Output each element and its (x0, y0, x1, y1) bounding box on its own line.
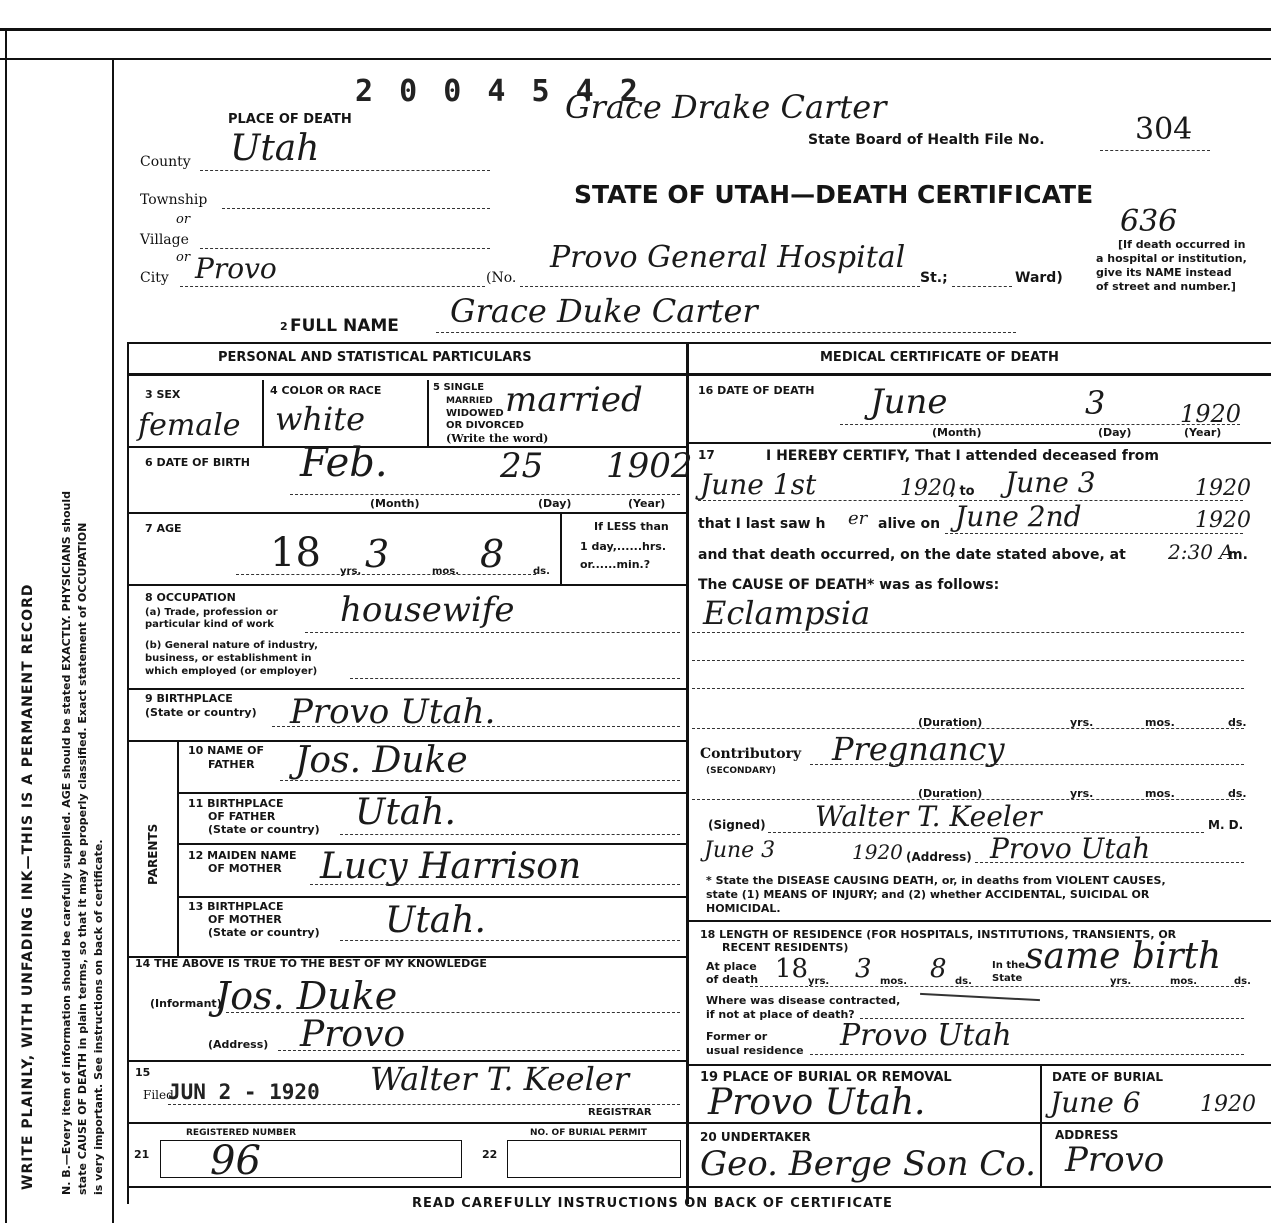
duration-label-2: (Duration) (918, 787, 983, 800)
duration-line-1 (692, 728, 1244, 729)
grid-top-border (127, 342, 1271, 344)
cause-line-3 (692, 688, 1244, 689)
father-name: Jos. Duke (295, 740, 468, 781)
less-than-3: or......min.? (580, 558, 651, 571)
in-the-1: In the (992, 960, 1026, 971)
state-ds-unit: ds. (1234, 976, 1251, 987)
duration-mos-1: mos. (1145, 716, 1175, 729)
full-name-label: FULL NAME (290, 316, 399, 336)
or-1: or (176, 212, 191, 227)
header-rule (127, 373, 1271, 376)
knowledge-statement: 14 THE ABOVE IS TRUE TO THE BEST OF MY KNOWLEDGE (135, 957, 487, 970)
last-saw-label: that I last saw h (698, 516, 826, 532)
contracted-stroke (920, 993, 1040, 1001)
county-value: Utah (230, 128, 320, 169)
city-label: City (140, 270, 169, 286)
hospital-note-4: of street and number.] (1096, 280, 1236, 293)
father-line (280, 780, 680, 781)
dob-year: 1902 (606, 446, 693, 486)
burial-permit-label: NO. OF BURIAL PERMIT (530, 1128, 647, 1138)
at-place-2: of death (706, 973, 759, 986)
duration-ds-1: ds. (1228, 716, 1247, 729)
dod-year: 1920 (1180, 400, 1242, 428)
signed-address-value: Provo Utah (990, 832, 1151, 865)
ward-label: Ward) (1015, 270, 1063, 286)
alive-on-label: alive on (878, 516, 941, 532)
row-rule-11 (127, 1122, 686, 1124)
father-label-2: FATHER (208, 758, 255, 771)
father-bp-1: 11 BIRTHPLACE (188, 797, 284, 810)
margin-instructions-2: state CAUSE OF DEATH in plain terms, so that it may be properly classified. Exact statement of OCCUPATION (76, 522, 89, 1195)
signed-address-line (975, 862, 1244, 863)
age-months: 3 (365, 532, 390, 576)
mother-name: Lucy Harrison (320, 846, 582, 887)
contributory-label: Contributory (700, 746, 802, 762)
mother-bp-2: OF MOTHER (208, 913, 282, 926)
marital-label-1: 5 SINGLE (433, 382, 485, 393)
parents-label: PARENTS (146, 823, 160, 885)
filed-label: Filed (143, 1088, 174, 1102)
duration-yrs-2: yrs. (1070, 787, 1094, 800)
marital-value: married (505, 380, 643, 420)
mother-birthplace: Utah. (385, 900, 486, 941)
margin-instructions-3: is very important. See instructions on back of certificate. (92, 839, 105, 1195)
birthplace-label: 9 BIRTHPLACE (145, 692, 233, 705)
note-2: state (1) MEANS OF INJURY; and (2) whether ACCIDENTAL, SUICIDAL OR (706, 888, 1150, 901)
father-birthplace: Utah. (355, 792, 456, 833)
father-bp-line (340, 834, 680, 835)
dod-day-caption: (Day) (1098, 426, 1132, 439)
attended-from-year: 1920 (900, 476, 956, 501)
row-rule-4 (127, 688, 686, 690)
county-label: County (140, 154, 191, 170)
occupation-b-1: (b) General nature of industry, (145, 640, 318, 651)
registered-number-value: 96 (210, 1138, 261, 1184)
outer-top-border (0, 28, 1271, 31)
age-line (236, 574, 536, 575)
age-label: 7 AGE (145, 522, 182, 535)
or-2: or (176, 250, 191, 265)
certificate-title: STATE OF UTAH—DEATH CERTIFICATE (574, 180, 1094, 209)
cause-label: The CAUSE OF DEATH* was as follows: (698, 577, 1000, 593)
full-name-number: 2 (280, 320, 288, 333)
father-bp-3: (State or country) (208, 823, 320, 836)
hospital-name: Provo General Hospital (550, 240, 906, 275)
row-rule-1 (127, 446, 686, 448)
hospital-note-1: [If death occurred in (1118, 238, 1246, 251)
attended-to: June 3 (1005, 466, 1096, 499)
full-name-value: Grace Duke Carter (450, 292, 758, 330)
st-label: St.; (920, 270, 948, 286)
former-2: usual residence (706, 1044, 804, 1057)
residence-yrs-unit: yrs. (808, 976, 830, 987)
father-label-1: 10 NAME OF (188, 744, 265, 757)
ward-line (952, 286, 1012, 287)
mother-bp-line (340, 940, 680, 941)
burial-date-value: June 6 (1050, 1086, 1141, 1119)
marital-label-5: (Write the word) (446, 432, 549, 445)
occupation-label: 8 OCCUPATION (145, 591, 236, 604)
color-divider (427, 380, 429, 446)
signed-value: Walter T. Keeler (815, 800, 1042, 833)
contracted-2: if not at place of death? (706, 1008, 855, 1021)
burial-divider (1040, 1064, 1042, 1122)
outer-top-border-inner (0, 58, 1271, 60)
informant-line (226, 1012, 680, 1013)
file-no-label: State Board of Health File No. (808, 132, 1045, 148)
occupation-value: housewife (340, 590, 515, 630)
signed-year: 1920 (852, 840, 903, 864)
signed-label: (Signed) (708, 818, 766, 832)
dob-day: 25 (500, 446, 544, 486)
dob-label: 6 DATE OF BIRTH (145, 456, 250, 469)
md-label: M. D. (1208, 818, 1244, 832)
contracted-1: Where was disease contracted, (706, 994, 901, 1007)
contributory-line (810, 764, 1244, 765)
age-divider (560, 512, 562, 584)
informant-name: Jos. Duke (215, 974, 398, 1018)
cause-line-2 (692, 660, 1244, 661)
registered-number-label: REGISTERED NUMBER (186, 1128, 296, 1138)
sex-divider (262, 380, 264, 446)
occupation-a-1: (a) Trade, profession or (145, 607, 278, 618)
mother-label-1: 12 MAIDEN NAME (188, 849, 297, 862)
file-no-value: 304 (1135, 112, 1193, 147)
duration-ds-2: ds. (1228, 787, 1247, 800)
color-value: white (275, 400, 366, 438)
residence-years: 18 (775, 954, 809, 984)
registrar-label: REGISTRAR (588, 1107, 652, 1118)
duration-yrs-1: yrs. (1070, 716, 1094, 729)
marital-label-2: MARRIED (446, 396, 493, 406)
informant-label: (Informant) (150, 997, 222, 1010)
in-the-2: State (992, 973, 1023, 984)
dob-month: Feb. (300, 440, 388, 486)
place-of-death-label: PLACE OF DEATH (228, 112, 352, 127)
undertaker-divider (1040, 1122, 1042, 1186)
no-label: (No. (486, 270, 517, 286)
to-label: , to (950, 484, 975, 499)
age-mos-unit: mos. (432, 566, 460, 577)
burial-place-value: Provo Utah. (708, 1082, 926, 1123)
occupation-b-3: which employed (or employer) (145, 666, 318, 677)
index-number: 2 0 0 4 5 4 2 (355, 74, 642, 109)
med-rule-1 (686, 442, 1271, 444)
undertaker-address-label: ADDRESS (1055, 1128, 1119, 1142)
birthplace-value: Provo Utah. (290, 692, 496, 732)
duration-mos-2: mos. (1145, 787, 1175, 800)
age-ds-unit: ds. (533, 566, 550, 577)
margin-instructions-1: N. B.—Every item of information should be carefully supplied. AGE should be stated EXACTLY. PHYSICIANS should (60, 491, 73, 1195)
dod-line (840, 424, 1240, 425)
attended-to-year: 1920 (1195, 476, 1251, 501)
filed-line (168, 1104, 680, 1105)
dob-day-caption: (Day) (538, 497, 572, 510)
registrar-signature: Walter T. Keeler (370, 1060, 630, 1098)
occupation-line-b (350, 678, 680, 679)
hospital-note-2: a hospital or institution, (1096, 252, 1247, 265)
former-residence: Provo Utah (840, 1018, 1012, 1053)
occurred-m: m. (1228, 547, 1248, 563)
burial-permit-22: 22 (482, 1148, 498, 1161)
permanent-record-notice: WRITE PLAINLY, WITH UNFADING INK—THIS IS A PERMANENT RECORD (20, 583, 36, 1190)
dod-month: June (870, 382, 948, 422)
full-name-line (436, 332, 1016, 333)
certify-text: I HEREBY CERTIFY, That I attended deceased from (766, 448, 1159, 464)
residence-label-2: RECENT RESIDENTS) (722, 941, 849, 954)
note-3: HOMICIDAL. (706, 902, 781, 915)
state-mos-unit: mos. (1170, 976, 1198, 987)
occupation-line-a (305, 632, 680, 633)
residence-line (750, 986, 1244, 987)
less-than-1: If LESS than (594, 520, 669, 533)
footer-instructions: READ CAREFULLY INSTRUCTIONS ON BACK OF CERTIFICATE (412, 1196, 893, 1211)
filed-number: 15 (135, 1066, 151, 1079)
county-line (200, 170, 490, 171)
signed-date: June 3 (704, 838, 776, 863)
undertaker-value: Geo. Berge Son Co. (700, 1144, 1036, 1184)
undertaker-label: 20 UNDERTAKER (700, 1130, 811, 1144)
dob-line (290, 494, 680, 495)
birthplace-sub: (State or country) (145, 706, 257, 719)
mother-bp-3: (State or country) (208, 926, 320, 939)
contributory-sub: (SECONDARY) (706, 766, 777, 776)
former-line (810, 1054, 1244, 1055)
city-value: Provo (195, 252, 277, 285)
parents-divider (177, 740, 179, 956)
city-line (180, 286, 485, 287)
village-line (200, 248, 490, 249)
sex-label: 3 SEX (145, 388, 181, 401)
last-saw-date: June 2nd (955, 500, 1082, 533)
row-rule-7 (177, 843, 686, 845)
grid-bottom-border (127, 1186, 1271, 1188)
grid-left-border (127, 342, 129, 1204)
cause-line-1 (692, 632, 1244, 633)
cause-value: Eclampsia (703, 594, 871, 632)
registered-number-box (160, 1140, 462, 1178)
informant-address: Provo (300, 1014, 406, 1055)
age-days: 8 (480, 532, 505, 576)
row-rule-2 (127, 512, 686, 514)
burial-date-label: DATE OF BURIAL (1052, 1070, 1163, 1084)
extra-number: 636 (1120, 204, 1178, 239)
signed-address-label: (Address) (906, 850, 972, 864)
filed-stamp: JUN 2 - 1920 (168, 1080, 320, 1104)
village-label: Village (140, 232, 189, 248)
informant-address-label: (Address) (208, 1038, 269, 1051)
dod-year-caption: (Year) (1184, 426, 1222, 439)
medical-header: MEDICAL CERTIFICATE OF DEATH (820, 350, 1059, 365)
at-place-1: At place (706, 960, 757, 973)
annotated-name: Grace Drake Carter (565, 88, 887, 126)
township-label: Township (140, 192, 208, 208)
dod-label: 16 DATE OF DEATH (698, 384, 815, 397)
less-than-2: 1 day,......hrs. (580, 540, 666, 553)
margin-divider (112, 58, 114, 1223)
personal-header: PERSONAL AND STATISTICAL PARTICULARS (218, 350, 532, 365)
dod-day: 3 (1085, 384, 1106, 422)
dob-year-caption: (Year) (628, 497, 666, 510)
residence-state: same birth (1025, 936, 1222, 977)
duration-label-1: (Duration) (918, 716, 983, 729)
occupation-a-2: particular kind of work (145, 619, 274, 630)
contributory-value: Pregnancy (832, 730, 1005, 768)
burial-date-year: 1920 (1200, 1092, 1256, 1117)
age-yrs-unit: yrs. (340, 566, 362, 577)
undertaker-address-value: Provo (1065, 1140, 1165, 1180)
hospital-note-3: give its NAME instead (1096, 266, 1232, 279)
certify-number: 17 (698, 448, 715, 462)
last-saw-year: 1920 (1195, 508, 1251, 533)
informant-address-line (278, 1050, 680, 1051)
mother-bp-1: 13 BIRTHPLACE (188, 900, 284, 913)
last-saw-her: er (848, 508, 868, 529)
color-label: 4 COLOR OR RACE (270, 384, 382, 397)
mother-line (310, 884, 680, 885)
dod-month-caption: (Month) (932, 426, 982, 439)
residence-days: 8 (930, 954, 947, 984)
age-years: 18 (270, 530, 321, 576)
registered-number-21: 21 (134, 1148, 150, 1161)
attended-from: June 1st (700, 468, 817, 501)
marital-label-4: OR DIVORCED (446, 420, 524, 431)
occupation-b-2: business, or establishment in (145, 653, 312, 664)
med-rule-3 (686, 1064, 1271, 1066)
dob-month-caption: (Month) (370, 497, 420, 510)
med-rule-2 (686, 920, 1271, 922)
mother-label-2: OF MOTHER (208, 862, 282, 875)
birthplace-line (272, 726, 680, 727)
row-rule-8 (177, 896, 686, 898)
outer-left-border (5, 28, 7, 1223)
residence-months: 3 (855, 954, 872, 984)
file-no-line (1100, 150, 1210, 151)
former-1: Former or (706, 1030, 768, 1043)
street-line (520, 286, 920, 287)
marital-label-3: WIDOWED (446, 408, 504, 419)
med-rule-4 (686, 1122, 1271, 1124)
residence-mos-unit: mos. (880, 976, 908, 987)
occurred-time: 2:30 A (1168, 540, 1234, 564)
residence-ds-unit: ds. (955, 976, 972, 987)
row-rule-3 (127, 584, 686, 586)
state-yrs-unit: yrs. (1110, 976, 1132, 987)
burial-permit-box (507, 1140, 681, 1178)
occurred-label: and that death occurred, on the date stated above, at (698, 547, 1126, 563)
residence-label: 18 LENGTH OF RESIDENCE (FOR HOSPITALS, INSTITUTIONS, TRANSIENTS, OR (700, 928, 1177, 941)
father-bp-2: OF FATHER (208, 810, 276, 823)
last-saw-line (945, 533, 1243, 534)
burial-place-label: 19 PLACE OF BURIAL OR REMOVAL (700, 1070, 952, 1085)
sex-value: female (138, 408, 241, 443)
township-line (222, 208, 490, 209)
note-1: * State the DISEASE CAUSING DEATH, or, in deaths from VIOLENT CAUSES, (706, 874, 1166, 887)
